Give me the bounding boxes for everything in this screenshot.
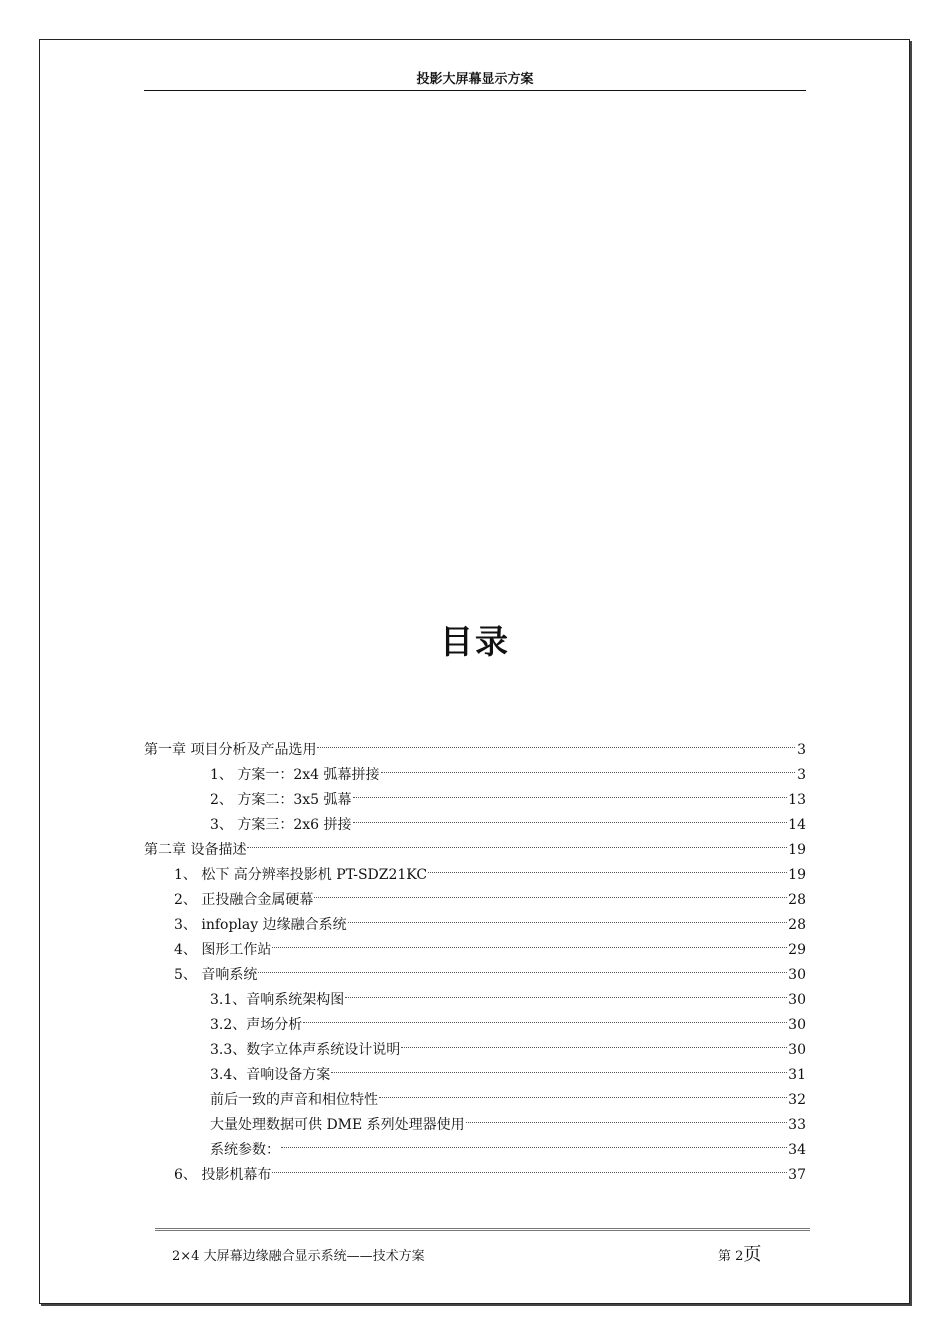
- toc-entry-label: 3、 方案三：2x6 拼接: [210, 817, 352, 833]
- toc-entry[interactable]: [144, 888, 806, 913]
- toc-entry[interactable]: [144, 913, 806, 938]
- toc-entry-page: 30: [788, 967, 806, 983]
- toc-dot-leader: [353, 797, 788, 798]
- toc-entry[interactable]: [144, 938, 806, 963]
- toc-entry-page: 13: [788, 792, 806, 808]
- toc-entry-label: 1、 方案一：2x4 弧幕拼接: [210, 767, 380, 783]
- toc-entry-page: 32: [788, 1092, 806, 1108]
- toc-entry[interactable]: [144, 1113, 806, 1138]
- toc-dot-leader: [314, 897, 787, 898]
- toc-dot-leader: [272, 1172, 787, 1173]
- toc-dot-leader: [331, 1072, 787, 1073]
- toc-entry-label: 3.1、音响系统架构图: [210, 992, 345, 1008]
- footer-document-title: 2×4 大屏幕边缘融合显示系统——技术方案: [172, 1249, 425, 1264]
- toc-entry[interactable]: [144, 1013, 806, 1038]
- toc-dot-leader: [247, 847, 787, 848]
- toc-entry[interactable]: [144, 1163, 806, 1188]
- toc-entry-page: 19: [788, 867, 806, 883]
- toc-dot-leader: [466, 1122, 787, 1123]
- toc-entry-label: 系统参数：: [210, 1142, 280, 1158]
- toc-dot-leader: [317, 747, 795, 748]
- toc-entry[interactable]: [144, 1138, 806, 1163]
- toc-entry-label: 3、 infoplay 边缘融合系统: [174, 917, 347, 933]
- toc-entry-label: 5、 音响系统: [174, 967, 258, 983]
- toc-entry-page: 3: [797, 767, 806, 783]
- footer-page-number: [718, 1240, 761, 1266]
- toc-entry-label: 第一章 项目分析及产品选用: [144, 742, 317, 758]
- toc-dot-leader: [381, 772, 795, 773]
- toc-entry-page: 28: [788, 892, 806, 908]
- toc-entry-page: 31: [788, 1067, 806, 1083]
- toc-dot-leader: [345, 997, 787, 998]
- toc-dot-leader: [348, 922, 788, 923]
- toc-entry-label: 2、 正投融合金属硬幕: [174, 892, 314, 908]
- toc-entry-label: 3.3、数字立体声系统设计说明: [210, 1042, 401, 1058]
- toc-entry-label: 6、 投影机幕布: [174, 1167, 272, 1183]
- table-of-contents: [144, 738, 806, 1188]
- toc-entry[interactable]: [144, 988, 806, 1013]
- toc-dot-leader: [272, 947, 787, 948]
- toc-entry-page: 19: [788, 842, 806, 858]
- toc-entry-label: 第二章 设备描述: [144, 842, 247, 858]
- toc-entry-page: 33: [788, 1117, 806, 1133]
- toc-entry-label: 4、 图形工作站: [174, 942, 272, 958]
- toc-entry-page: 30: [788, 1017, 806, 1033]
- page-header: 投影大屏幕显示方案: [144, 68, 806, 91]
- toc-entry-page: 37: [788, 1167, 806, 1183]
- toc-dot-leader: [428, 872, 787, 873]
- toc-entry-page: 29: [788, 942, 806, 958]
- toc-entry[interactable]: [144, 788, 806, 813]
- toc-entry-page: 30: [788, 1042, 806, 1058]
- toc-entry[interactable]: [144, 763, 806, 788]
- toc-entry-label: 2、 方案二：3x5 弧幕: [210, 792, 352, 808]
- toc-entry[interactable]: [144, 1088, 806, 1113]
- toc-entry-label: 3.2、声场分析: [210, 1017, 303, 1033]
- toc-entry[interactable]: [144, 738, 806, 763]
- toc-entry[interactable]: [144, 838, 806, 863]
- toc-dot-leader: [379, 1097, 787, 1098]
- toc-entry-page: 3: [797, 742, 806, 758]
- toc-dot-leader: [353, 822, 788, 823]
- toc-dot-leader: [281, 1147, 787, 1148]
- toc-entry-label: 大量处理数据可供 DME 系列处理器使用: [210, 1117, 465, 1133]
- toc-entry-page: 14: [788, 817, 806, 833]
- footer-rule: [155, 1228, 810, 1231]
- toc-entry-page: 34: [788, 1142, 806, 1158]
- toc-entry-label: 前后一致的声音和相位特性: [210, 1092, 378, 1108]
- toc-entry[interactable]: [144, 863, 806, 888]
- toc-entry[interactable]: [144, 1063, 806, 1088]
- toc-dot-leader: [258, 972, 787, 973]
- toc-entry-page: 28: [788, 917, 806, 933]
- toc-entry-label: 1、 松下 高分辨率投影机 PT-SDZ21KC: [174, 867, 428, 883]
- toc-title: 目录: [440, 622, 510, 661]
- toc-entry-label: 3.4、音响设备方案: [210, 1067, 331, 1083]
- footer-page-prefix: 第 2: [718, 1249, 744, 1264]
- toc-dot-leader: [303, 1022, 787, 1023]
- toc-dot-leader: [401, 1047, 787, 1048]
- toc-entry[interactable]: [144, 813, 806, 838]
- toc-entry[interactable]: [144, 963, 806, 988]
- toc-entry-page: 30: [788, 992, 806, 1008]
- footer-page-suffix: 页: [743, 1244, 762, 1265]
- toc-entry[interactable]: [144, 1038, 806, 1063]
